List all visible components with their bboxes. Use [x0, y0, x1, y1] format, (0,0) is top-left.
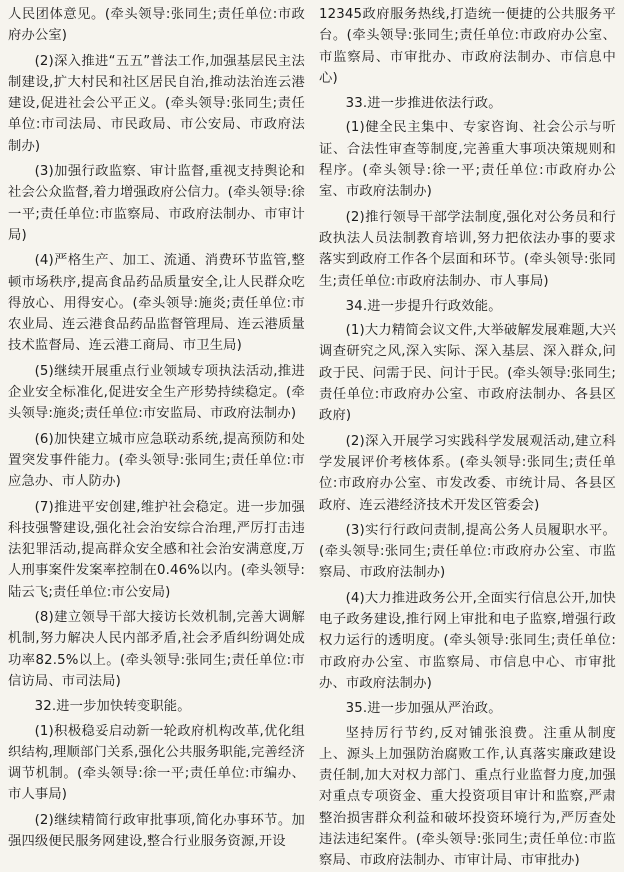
right-column: [317, 4, 616, 869]
right-paragraph: (1)健全民主集中、专家咨询、社会公示与听证、合法性审查等制度,完善重大事项决策规则和程序。(牵头领导:徐一平;责任单位:市政府办公室、市政府法制办): [319, 120, 616, 200]
left-paragraph: (5)继续开展重点行业领域专项执法活动,推进企业安全标准化,促进安全生产形势持续稳定。(牵头领导:施炎;责任单位:市安监局、市政府法制办): [8, 363, 305, 422]
right-paragraph: (2)推行领导干部学法制度,强化对公务员和行政执法人员法制教育培训,努力把依法办事的要求落实到政府工作各个层面和环节。(牵头领导:张同生;责任单位:市政府法制办、市人事局): [319, 209, 616, 289]
left-paragraph: (7)推进平安创建,维护社会稳定。进一步加强科技强警建设,强化社会治安综合治理,严厉打击违法犯罪活动,提高群众安全感和社会治安满意度,万人刑事案件发案率控制在0.46%以内。(牵头领导:陆云飞;责任单位:市公安局): [8, 499, 305, 600]
left-paragraph: (4)严格生产、加工、流通、消费环节监管,整顿市场秩序,提高食品药品质量安全,让人民群众吃得放心、用得安心。(牵头领导:施炎;责任单位:市农业局、连云港食品药品监督管理局、连云港质量技术监督局、连云港工商局、市卫生局): [8, 253, 305, 354]
right-paragraph: (1)大力精简会议文件,大举破解发展难题,大兴调查研究之风,深入实际、深入基层、深入群众,问政于民、问需于民、问计于民。(牵头领导:张同生;责任单位:市政府办公室、市政府法制办、各县区政府): [319, 323, 616, 424]
left-paragraph: (1)积极稳妥启动新一轮政府机构改革,优化组织结构,理顺部门关系,强化公共服务职能,完善经济调节机制。(牵头领导:徐一平;责任单位:市编办、市人事局): [8, 723, 305, 803]
left-paragraph: (6)加快建立城市应急联动系统,提高预防和处置突发事件能力。(牵头领导:张同生;责任单位:市应急办、市人防办): [8, 431, 305, 490]
left-column: [6, 4, 305, 849]
section-heading: 32.进一步加快转变职能。: [34, 699, 191, 715]
section-heading: 35.进一步加强从严治政。: [345, 701, 502, 717]
left-paragraph: (2)继续精简行政审批事项,简化办事环节。加强四级便民服务网建设,整合行业服务资源,开设: [8, 812, 305, 849]
right-paragraph: (4)大力推进政务公开,全面实行信息公开,加快电子政务建设,推行网上审批和电子监察,增强行政权力运行的透明度。(牵头领导:张同生;责任单位:市政府办公室、市监察局、市信息中心、市审批办、市政府法制办): [319, 590, 616, 691]
left-paragraph: (2)深入推进“五五”普法工作,加强基层民主法制建设,扩大村民和社区居民自治,推动法治连云港建设,促进社会公平正义。(牵头领导:张同生;责任单位:市司法局、市民政局、市公安局、市政府法制办): [8, 53, 305, 154]
right-paragraph: 坚持厉行节约,反对铺张浪费。注重从制度上、源头上加强防治腐败工作,认真落实廉政建设责任制,加大对权力部门、重点行业监督力度,加强对重点专项资金、重大投资项目审计和监察,严肃整治损害群众利益和破坏投资环境行为,严厉查处违法违纪案件。(牵头领导:张同生;责任单位:市监察局、市政府法制办、市审计局、市审批办): [319, 725, 616, 869]
section-heading: 34.进一步提升行政效能。: [345, 298, 502, 314]
left-paragraph: (8)建立领导干部大接访长效机制,完善大调解机制,努力解决人民内部矛盾,社会矛盾纠纷调处成功率82.5%以上。(牵头领导:张同生;责任单位:市信访局、市司法局): [8, 610, 305, 689]
left-paragraph: (3)加强行政监察、审计监督,重视支持舆论和社会公众监督,着力增强政府公信力。(牵头领导:徐一平;责任单位:市监察局、市政府法制办、市审计局): [8, 164, 305, 243]
right-paragraph: (3)实行行政问责制,提高公务人员履职水平。(牵头领导:张同生;责任单位:市政府办公室、市监察局、市政府法制办): [319, 522, 616, 581]
right-paragraph: 12345政府服务热线,打造统一便捷的公共服务平台。(牵头领导:张同生;责任单位:市政府办公室、市监察局、市审批办、市政府法制办、市信息中心): [319, 7, 616, 86]
section-heading: 33.进一步推进依法行政。: [345, 96, 502, 112]
right-paragraph: (2)深入开展学习实践科学发展观活动,建立科学发展评价考核体系。(牵头领导:张同生;责任单位:市政府办公室、市发改委、市统计局、各县区政府、连云港经济技术开发区管委会): [319, 433, 616, 513]
left-paragraph: 人民团体意见。(牵头领导:张同生;责任单位:市政府办公室): [8, 7, 305, 44]
